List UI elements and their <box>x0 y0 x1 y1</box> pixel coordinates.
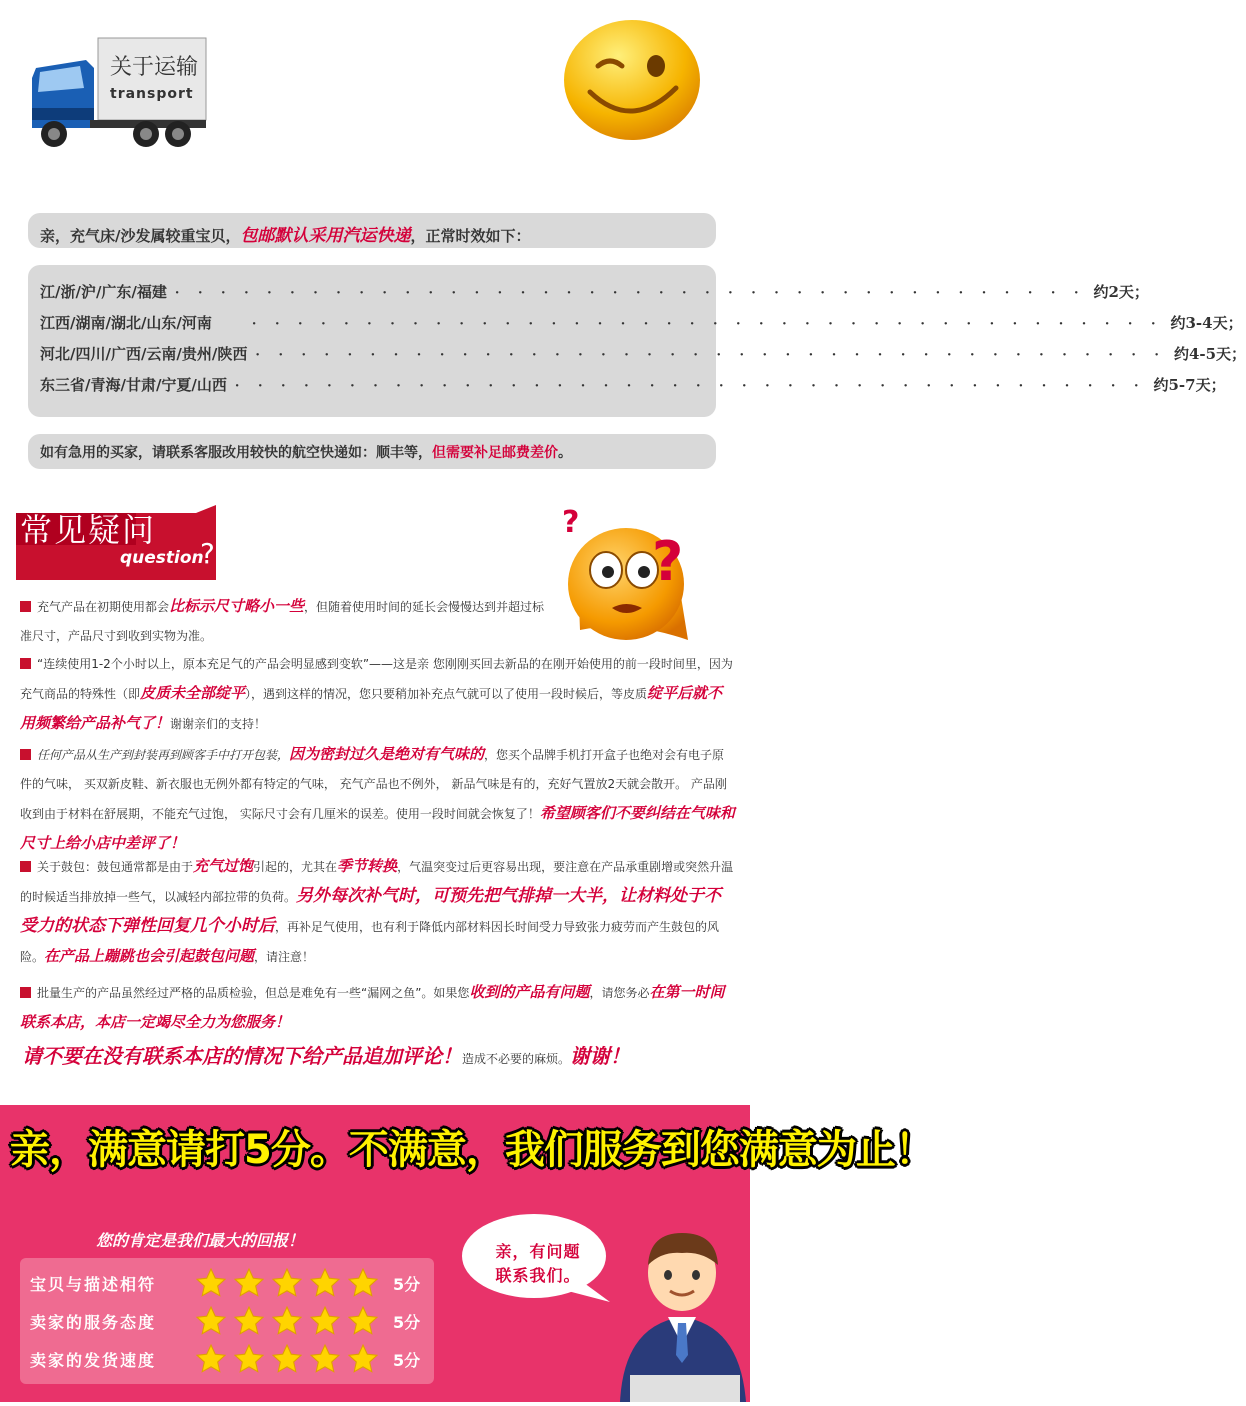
route-dots: · · · · · · · · · · · · · · · · · · · · · · · · · · · · · · · · · · · · · · · · <box>174 286 1086 301</box>
svg-text:?: ? <box>652 530 684 593</box>
rating-score: 5分 <box>393 1350 421 1370</box>
bullet-square-icon <box>20 601 31 612</box>
star-icon <box>271 1305 303 1337</box>
route-time: 约5-7天； <box>1153 376 1226 394</box>
faq-question-mark: ? <box>200 537 215 570</box>
urgent-notice <box>28 434 716 469</box>
notice-prefix: 亲，充气床/沙发属较重宝贝， <box>40 227 241 245</box>
faq-highlight: 充气过饱 <box>193 857 254 875</box>
faq-title: 常见疑问 <box>20 511 157 549</box>
faq-highlight: 皮质未全部绽平 <box>140 684 246 702</box>
star-icon <box>309 1343 341 1375</box>
star-icon <box>309 1267 341 1299</box>
faq-highlight: 在第一时间联系本店，本店一定竭尽全力为您服务！ <box>20 983 725 1031</box>
star-icon <box>195 1267 227 1299</box>
star-icon <box>195 1305 227 1337</box>
star-icon <box>233 1343 265 1375</box>
route-time: 约3-4天； <box>1170 314 1243 332</box>
faq-text: 充气产品在初期使用都会 <box>37 600 170 614</box>
faq-highlight: 另外每次补气时，可预先把气排掉一大半，让材料处于不受力的状态下弹性回复几个小时后 <box>20 886 722 936</box>
feedback-subtitle: 您的肯定是我们最大的回报！ <box>96 1231 305 1250</box>
star-rating <box>195 1305 379 1337</box>
notice-suffix: ，正常时效如下： <box>410 227 531 245</box>
star-icon <box>347 1343 379 1375</box>
route-row <box>40 374 1226 405</box>
faq-text: 谢谢亲们的支持！ <box>170 717 267 731</box>
star-icon <box>195 1343 227 1375</box>
faq-highlight: 因为密封过久是绝对有气味的 <box>289 745 485 763</box>
bullet-square-icon <box>20 861 31 872</box>
rating-row <box>30 1302 424 1340</box>
shipping-time-table <box>28 265 1246 417</box>
route-region: 江西/湖南/湖北/山东/河南 <box>40 314 212 332</box>
star-icon <box>347 1267 379 1299</box>
star-icon <box>309 1305 341 1337</box>
feedback-slogan: 亲，满意请打5分。不满意，我们服务到您满意为止！ <box>10 1127 934 1173</box>
route-region: 江/浙/沪/广东/福建 <box>40 283 167 301</box>
star-icon <box>271 1267 303 1299</box>
bullet-square-icon <box>20 749 31 760</box>
transport-sign-en: transport <box>110 86 194 102</box>
rating-score: 5分 <box>393 1312 421 1332</box>
route-time: 约2天； <box>1093 283 1149 301</box>
faq-text: ，气温突变过后更容易出现，要注意在产品承重剧增或突然升温的时候适当排放掉一些气，以减轻内部拉带的负荷。 <box>20 860 734 904</box>
faq-text: ，再补足气使用，也有利于降低内部材料因长时间受力导致张力疲劳而产生鼓包的风险。 <box>20 920 720 964</box>
faq-text: 引起的，尤其在 <box>253 860 338 874</box>
route-region: 河北/四川/广西/云南/贵州/陕西 <box>40 345 248 363</box>
faq-item-2 <box>20 650 735 739</box>
final-highlight: 请不要在没有联系本店的情况下给产品追加评论！ <box>22 1044 462 1068</box>
faq-highlight: 希望顾客们不要纠结在气味和尺寸上给小店中差评了！ <box>20 804 735 852</box>
svg-text:?: ? <box>562 505 580 540</box>
rating-label: 卖家的发货速度 <box>30 1350 157 1370</box>
service-agent-illustration <box>610 1225 750 1402</box>
route-dots: · · · · · · · · · · · · · · · · · · · · · · · · · · · · · · · · · · · · · · · · <box>251 317 1163 332</box>
faq-highlight: 比标示尺寸略小一些 <box>169 597 305 615</box>
star-icon <box>233 1267 265 1299</box>
faq-text: 关于鼓包：鼓包通常都是由于 <box>37 860 194 874</box>
contact-bubble-text <box>478 1240 598 1288</box>
rating-label: 宝贝与描述相符 <box>30 1274 157 1294</box>
bullet-square-icon <box>20 658 31 669</box>
route-row <box>40 312 1243 343</box>
faq-item-4 <box>20 852 735 972</box>
wink-smiley-icon <box>560 14 705 144</box>
transport-truck-illustration <box>28 38 208 150</box>
bullet-square-icon <box>20 987 31 998</box>
faq-item-1 <box>20 592 550 651</box>
faq-text: ，请您务必 <box>589 986 650 1000</box>
faq-text: 任何产品从生产到封装再到顾客手中打开包装， <box>37 748 290 762</box>
notice-highlight: 包邮默认采用汽运快递 <box>240 226 411 246</box>
final-request <box>22 1040 742 1069</box>
route-row <box>40 343 1246 374</box>
faq-text: 批量生产的产品虽然经过严格的品质检验，但总是难免有一些“漏网之鱼”。如果您 <box>37 986 470 1000</box>
faq-text: ），遇到这样的情况，您只要稍加补充点气就可以了使用一段时候后，等皮质 <box>245 687 648 701</box>
urgent-prefix: 如有急用的买家，请联系客服改用较快的航空快递如：顺丰等， <box>40 445 432 461</box>
route-dots: · · · · · · · · · · · · · · · · · · · · · · · · · · · · · · · · · · · · · · · · <box>255 348 1166 363</box>
route-region: 东三省/青海/甘肃/宁夏/山西 <box>40 376 227 394</box>
rating-row <box>30 1264 424 1302</box>
final-thanks: 谢谢！ <box>570 1044 631 1068</box>
rating-label: 卖家的服务态度 <box>30 1312 157 1332</box>
faq-item-3 <box>20 740 735 859</box>
route-dots: · · · · · · · · · · · · · · · · · · · · · · · · · · · · · · · · · · · · · · · · <box>234 379 1146 394</box>
faq-item-5 <box>20 978 735 1038</box>
route-time: 约4-5天； <box>1173 345 1246 363</box>
route-row <box>40 281 1149 312</box>
faq-highlight: 季节转换 <box>337 857 398 875</box>
star-icon <box>347 1305 379 1337</box>
faq-highlight: 收到的产品有问题 <box>469 983 590 1001</box>
star-rating <box>195 1267 379 1299</box>
star-icon <box>271 1343 303 1375</box>
rating-score: 5分 <box>393 1274 421 1294</box>
rating-panel <box>20 1258 434 1384</box>
bubble-line-2: 联系我们。 <box>495 1266 581 1285</box>
faq-subtitle: question <box>120 548 204 568</box>
faq-text: “连续使用1-2个小时以上，原本充足气的产品会明显感到变软”——这是亲 您刚刚买回去新品的在刚开始使用的前一段时间里，因为充气商品的特殊性（即 <box>20 657 733 701</box>
faq-text: ，但随着使用时间的延长会慢慢达到并超过标准尺寸，产品尺寸到收到实物为准。 <box>20 600 545 643</box>
bubble-line-1: 亲，有问题 <box>495 1242 581 1261</box>
faq-text: ，请注意！ <box>254 950 315 964</box>
question-smiley-icon <box>560 500 700 650</box>
faq-highlight: 在产品上蹦跳也会引起鼓包问题 <box>44 947 255 965</box>
final-text: 造成不必要的麻烦。 <box>462 1052 571 1066</box>
star-rating <box>195 1343 379 1375</box>
urgent-highlight: 但需要补足邮费差价 <box>432 445 558 461</box>
shipping-notice <box>28 213 716 248</box>
urgent-suffix: 。 <box>558 445 572 461</box>
star-icon <box>233 1305 265 1337</box>
rating-row <box>30 1340 424 1378</box>
faq-text: ，您买个品牌手机打开盒子也绝对会有电子原件的气味， 买双新皮鞋、新衣服也无例外都有特定的气味， 充气产品也不例外， 新品气味是有的，充好气置放2天就会散开。 产品刚收到由于材料在舒展期，不能充气过饱， 实际尺寸会有几厘米的误差。使用一段时间就会恢复了！ <box>20 748 727 821</box>
transport-sign-cn: 关于运输 <box>110 55 199 80</box>
faq-highlight: 绽平后就不用频繁给产品补气了！ <box>20 684 723 732</box>
